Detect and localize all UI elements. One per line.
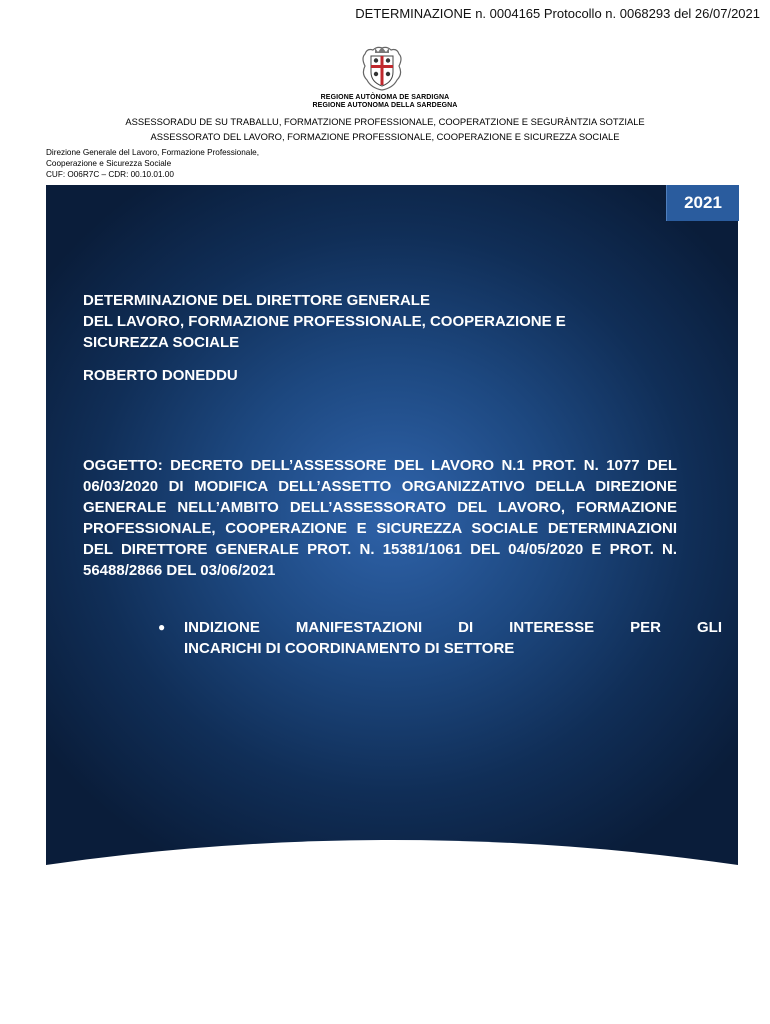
- region-name-sardinian: REGIONE AUTÒNOMA DE SARDIGNA: [320, 94, 450, 101]
- bullet-text: [184, 617, 722, 659]
- title-line: DEL LAVORO, FORMAZIONE PROFESSIONALE, COOPERAZIONE E: [83, 313, 566, 330]
- bullet-icon: ●: [158, 620, 166, 634]
- direction-line: Cooperazione e Sicurezza Sociale: [46, 159, 172, 168]
- assessorate-italian: ASSESSORATO DEL LAVORO, FORMAZIONE PROFESSIONALE, COOPERAZIONE E SICUREZZA SOCIALE: [150, 131, 620, 142]
- director-name: ROBERTO DONEDDU: [83, 367, 238, 384]
- direction-block: [46, 147, 259, 180]
- title-line: DETERMINAZIONE DEL DIRETTORE GENERALE: [83, 292, 430, 309]
- office-codes: CUF: O06R7C – CDR: 00.10.01.00: [46, 170, 174, 179]
- year-badge: 2021: [666, 185, 739, 221]
- bullet-item: [160, 617, 722, 659]
- region-name: [0, 94, 770, 110]
- protocol-stamp: DETERMINAZIONE n. 0004165 Protocollo n. 0068293 del 26/07/2021: [355, 6, 760, 21]
- region-name-italian: REGIONE AUTONOMA DELLA SARDEGNA: [312, 102, 458, 109]
- cover-curved-edge: [46, 825, 738, 935]
- sardinia-coat-of-arms-icon: [359, 44, 405, 92]
- direction-line: Direzione Generale del Lavoro, Formazione Professionale,: [46, 148, 259, 157]
- document-title: [83, 290, 683, 353]
- bullet-line: INDIZIONE MANIFESTAZIONI DI INTERESSE PER GLI: [184, 619, 722, 636]
- title-line: SICUREZZA SOCIALE: [83, 334, 240, 351]
- bullet-line: INCARICHI DI COORDINAMENTO DI SETTORE: [184, 640, 515, 657]
- subject-text: OGGETTO: DECRETO DELL’ASSESSORE DEL LAVORO N.1 PROT. N. 1077 DEL 06/03/2020 DI MODIFICA DELL’ASSETTO ORGANIZZATIVO DELLA DIREZIONE GENERALE NELL’AMBITO DELL’ASSESSORATO DEL LAVORO, FORMAZIONE PROFESSIONALE, COOPERAZIONE E SICUREZZA SOCIALE DETERMINAZIONI DEL DIRETTORE GENERALE PROT. N. 15381/1061 DEL 04/05/2020 E PROT. N. 56488/2866 DEL 03/06/2021: [83, 457, 677, 579]
- assessorate-sardinian: ASSESSORADU DE SU TRABALLU, FORMATZIONE PROFESSIONALE, COOPERATZIONE E SEGURÀNTZIA SOTZIALE: [125, 116, 645, 127]
